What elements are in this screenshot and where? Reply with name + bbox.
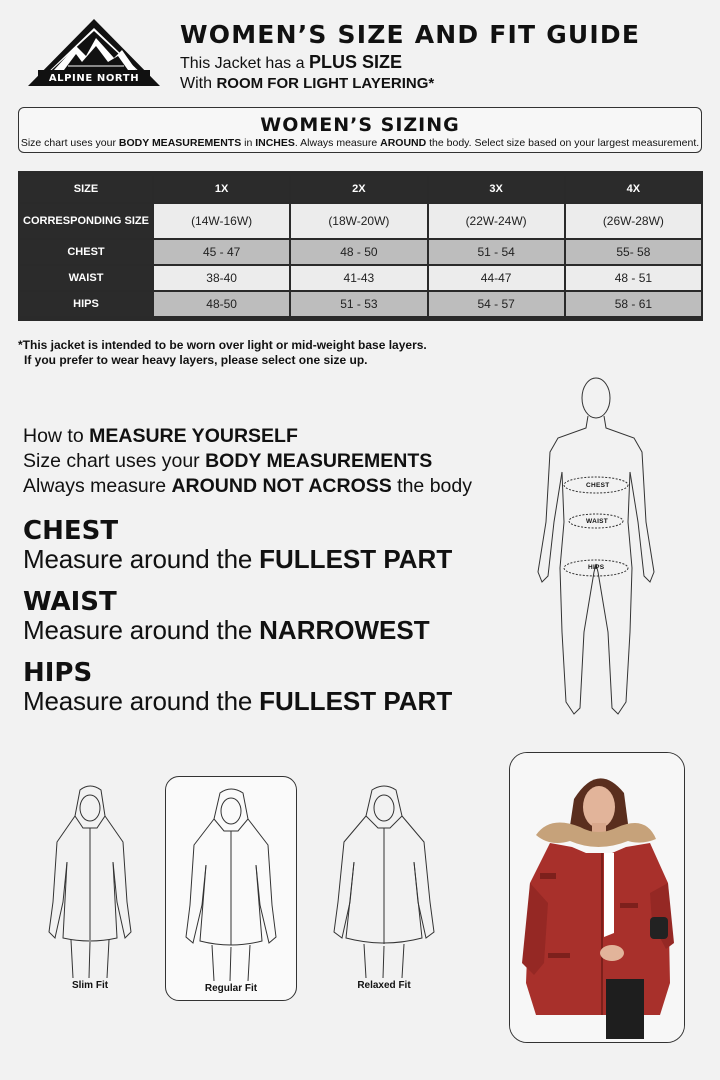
figure-label-hips: HIPS xyxy=(588,564,605,571)
figure-label-chest: CHEST xyxy=(586,482,610,489)
table-cell: 38-40 xyxy=(154,266,289,290)
table-cell: (14W-16W) xyxy=(154,204,289,238)
header xyxy=(180,18,700,94)
size-chart-table xyxy=(18,171,703,321)
layering-note xyxy=(18,338,538,368)
table-cell: (26W-28W) xyxy=(566,204,701,238)
table-cell: 48-50 xyxy=(154,292,289,316)
body-measurement-figure xyxy=(528,372,668,720)
measure-instructions xyxy=(23,424,523,716)
sizing-note: Size chart uses your BODY MEASUREMENTS in INCHES. Always measure AROUND the body. Select size based on your largest measurement. xyxy=(20,137,700,149)
row-label: HIPS xyxy=(20,292,152,316)
measure-line: Size chart uses your BODY MEASUREMENTS xyxy=(23,450,433,472)
measure-line: Always measure AROUND NOT ACROSS the body xyxy=(23,475,472,497)
measure-item-hips: HIPS Measure around the FULLEST PART xyxy=(23,658,453,716)
relaxed-fit-jacket-icon xyxy=(324,782,444,978)
table-cell: 44-47 xyxy=(429,266,564,290)
red-parka-model-icon xyxy=(510,753,685,1043)
fit-regular xyxy=(165,776,297,1001)
table-cell: 45 - 47 xyxy=(154,240,289,264)
column-header: 2X xyxy=(291,176,426,202)
table-row xyxy=(20,266,701,290)
table-cell: 54 - 57 xyxy=(429,292,564,316)
fit-relaxed xyxy=(318,782,450,991)
brand-logo xyxy=(24,16,164,90)
table-row xyxy=(20,292,701,316)
table-cell: (18W-20W) xyxy=(291,204,426,238)
table-header-row xyxy=(20,176,701,202)
table-cell: 55- 58 xyxy=(566,240,701,264)
row-label: WAIST xyxy=(20,266,152,290)
column-header: SIZE xyxy=(20,176,152,202)
table-row xyxy=(20,240,701,264)
layering-note-line2: If you prefer to wear heavy layers, please select one size up. xyxy=(24,353,368,367)
measure-item-waist: WAIST Measure around the NARROWEST xyxy=(23,587,430,645)
table-cell: (22W-24W) xyxy=(429,204,564,238)
regular-fit-jacket-icon xyxy=(176,785,286,981)
table-cell: 48 - 50 xyxy=(291,240,426,264)
row-label: CORRESPONDING SIZE xyxy=(20,204,152,238)
measure-line: How to MEASURE YOURSELF xyxy=(23,425,298,447)
page-title: WOMEN’S SIZE AND FIT GUIDE xyxy=(180,20,641,49)
brand-name: ALPINE NORTH xyxy=(48,73,140,84)
table-cell: 48 - 51 xyxy=(566,266,701,290)
fit-label-regular: Regular Fit xyxy=(204,983,258,994)
figure-label-waist: WAIST xyxy=(586,518,609,525)
table-cell: 41-43 xyxy=(291,266,426,290)
sizing-banner xyxy=(18,107,702,153)
measure-item-chest: CHEST Measure around the FULLEST PART xyxy=(23,516,453,574)
table-cell: 51 - 53 xyxy=(291,292,426,316)
row-label: CHEST xyxy=(20,240,152,264)
fit-label-slim: Slim Fit xyxy=(71,980,109,991)
header-line-layering: With ROOM FOR LIGHT LAYERING* xyxy=(180,75,435,92)
column-header: 1X xyxy=(154,176,289,202)
slim-fit-jacket-icon xyxy=(35,782,145,978)
table-cell: 51 - 54 xyxy=(429,240,564,264)
table-cell: 58 - 61 xyxy=(566,292,701,316)
fit-label-relaxed: Relaxed Fit xyxy=(357,980,411,991)
header-line-plus-size: This Jacket has a PLUS SIZE xyxy=(180,52,402,72)
table-row xyxy=(20,204,701,238)
column-header: 3X xyxy=(429,176,564,202)
layering-note-line1: *This jacket is intended to be worn over light or mid-weight base layers. xyxy=(18,338,427,352)
model-photo xyxy=(509,752,685,1043)
fit-slim xyxy=(24,782,156,991)
column-header: 4X xyxy=(566,176,701,202)
sizing-title: WOMEN’S SIZING xyxy=(260,114,460,136)
